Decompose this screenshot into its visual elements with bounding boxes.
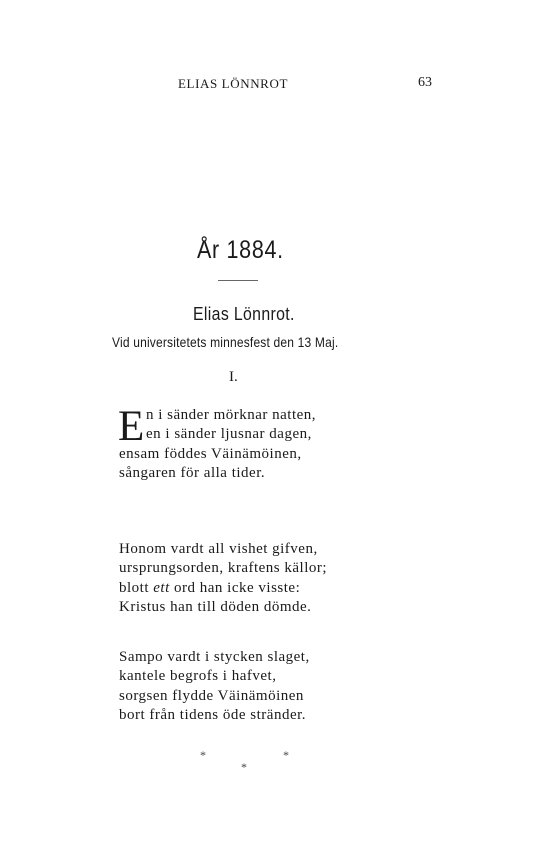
drop-cap: E — [118, 403, 145, 450]
asterisk-mark: * — [200, 748, 206, 762]
stanza-3 — [119, 648, 310, 726]
asterisk-mark: * — [241, 760, 247, 774]
stanza-line: Honom vardt all vishet gifven, — [119, 541, 318, 557]
stanza-line: sångaren för alla tider. — [119, 465, 266, 482]
stanza-line: sorgsen flydde Väinämöinen — [119, 687, 304, 704]
poem-subject: Elias Lönnrot. — [193, 304, 295, 324]
stanza-2 — [119, 540, 327, 618]
stanza-line — [119, 579, 327, 598]
year-title: År 1884. — [197, 236, 284, 264]
stanza-line: Sampo vardt i stycken slaget, — [119, 649, 310, 665]
page-number: 63 — [418, 75, 432, 90]
stanza-line: kantele begrofs i hafvet, — [119, 668, 277, 685]
stanza-1 — [118, 403, 317, 484]
poem-occasion: Vid universitetets minnesfest den 13 Maj. — [112, 334, 339, 350]
stanza-line: bort från tidens öde stränder. — [119, 707, 307, 724]
stanza-line: Kristus han till döden dömde. — [119, 599, 312, 616]
title-rule — [218, 280, 258, 281]
line-text: ord han icke visste: — [169, 579, 301, 596]
emphasis-text: ett — [153, 579, 170, 596]
section-numeral: I. — [229, 369, 238, 385]
stanza-line: en i sänder ljusnar dagen, — [146, 426, 312, 443]
running-head: ELIAS LÖNNROT — [178, 76, 288, 91]
stanza-line: ursprungsorden, kraftens källor; — [119, 560, 328, 577]
stanza-line: ensam föddes Väinämöinen, — [119, 445, 302, 462]
asterisk-mark: * — [283, 748, 289, 762]
line-text: blott — [119, 579, 154, 596]
stanza-line: n i sänder mörknar natten, — [146, 407, 317, 423]
